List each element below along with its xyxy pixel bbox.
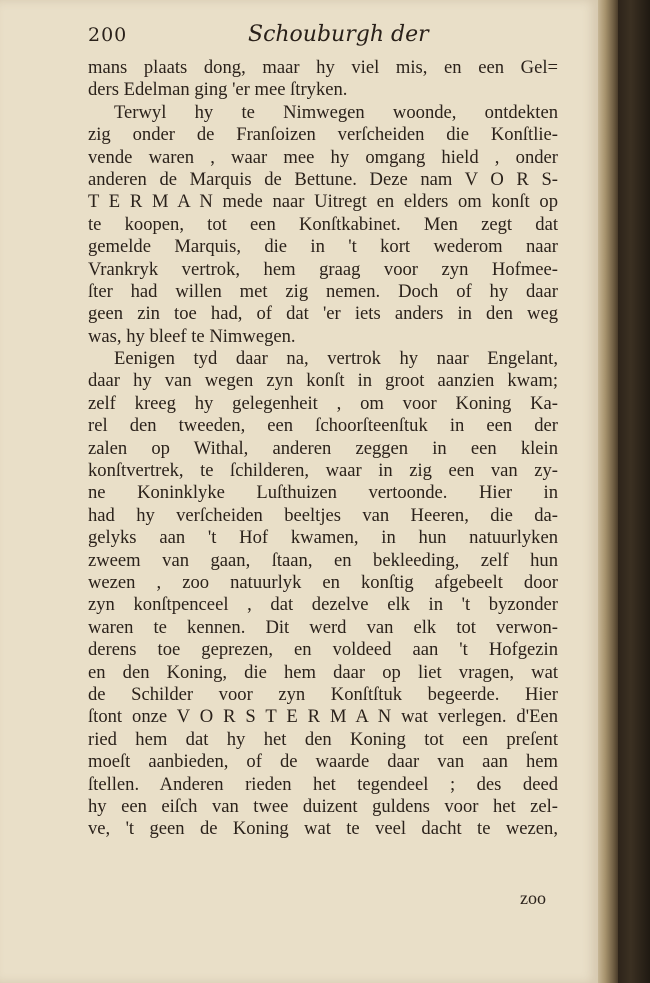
- text-line: T E R M A N mede naar Uitregt en elders om konſt op: [88, 191, 558, 213]
- text-line: moeſt aanbieden, of de waarde daar van aan hem: [88, 751, 558, 773]
- text-line: ſtellen. Anderen rieden het tegendeel ; des deed: [88, 773, 558, 795]
- text-line: daar hy van wegen zyn konſt in groot aanzien kwam;: [88, 370, 558, 392]
- text-line: had hy verſcheiden beeltjes van Heeren, die da-: [88, 504, 558, 526]
- text-line: en den Koning, die hem daar op liet vragen, wat: [88, 661, 558, 683]
- text-line: Eenigen tyd daar na, vertrok hy naar Engelant,: [114, 348, 558, 370]
- text-line: Terwyl hy te Nimwegen woonde, ontdekten: [114, 101, 558, 123]
- text-line: konſtvertrek, te ſchilderen, waar in zig een van zy-: [88, 460, 558, 482]
- text-line: ſtont onze V O R S T E R M A N wat verlegen. d'Een: [88, 706, 558, 728]
- text-line: zyn konſtpenceel , dat dezelve elk in 't byzonder: [88, 594, 558, 616]
- text-line: zalen op Withal, anderen zeggen in een klein: [88, 437, 558, 459]
- running-title: Schouburgh der: [248, 22, 429, 47]
- text-line: ried hem dat hy het den Koning tot een preſent: [88, 728, 558, 750]
- page-edge: [598, 0, 618, 983]
- text-line: geen zin toe had, of dat 'er iets anders in den weg: [88, 303, 558, 325]
- text-line: te koopen, tot een Konſtkabinet. Men zegt dat: [88, 213, 558, 235]
- catchword: zoo: [520, 888, 546, 908]
- body-text: [88, 57, 558, 841]
- text-line: vende waren , waar mee hy omgang hield , onder: [88, 146, 558, 168]
- text-line: mans plaats dong, maar hy viel mis, en een Gel=: [88, 57, 558, 78]
- text-line: hy een eiſch van twee duizent guldens voor het zel-: [88, 795, 558, 817]
- text-line: anderen de Marquis de Bettune. Deze nam V O R S-: [88, 168, 558, 190]
- text-line: zig onder de Franſoizen verſcheiden die Konſtlie-: [88, 124, 558, 146]
- text-line: gemelde Marquis, die in 't kort wederom naar: [88, 236, 558, 258]
- text-line: ſter had willen met zig nemen. Doch of hy daar: [88, 280, 558, 302]
- page-number: 200: [88, 24, 128, 46]
- text-line: was, hy bleef te Nimwegen.: [88, 325, 296, 347]
- page-header: [88, 22, 558, 52]
- text-line: waren te kennen. Dit werd van elk tot verwon-: [88, 616, 558, 638]
- text-line: wezen , zoo natuurlyk en konſtig afgebeelt door: [88, 571, 558, 593]
- text-line: ve, 't geen de Koning wat te veel dacht te wezen,: [88, 818, 558, 840]
- text-line: derens toe geprezen, en voldeed aan 't Hofgezin: [88, 639, 558, 661]
- text-line: zelf kreeg hy gelegenheit , om voor Koning Ka-: [88, 392, 558, 414]
- text-line: Vrankryk vertrok, hem graag voor zyn Hofmee-: [88, 258, 558, 280]
- text-line: de Schilder voor zyn Konſtſtuk begeerde. Hier: [88, 683, 558, 705]
- book-binding: [618, 0, 650, 983]
- text-line: ders Edelman ging 'er mee ſtryken.: [88, 79, 348, 101]
- text-line: gelyks aan 't Hof kwamen, in hun natuurlyken: [88, 527, 558, 549]
- text-line: rel den tweeden, een ſchoorſteenſtuk in een der: [88, 415, 558, 437]
- text-line: ne Koninklyke Luſthuizen vertoonde. Hier in: [88, 482, 558, 504]
- text-line: zweem van gaan, ſtaan, en bekleeding, zelf hun: [88, 549, 558, 571]
